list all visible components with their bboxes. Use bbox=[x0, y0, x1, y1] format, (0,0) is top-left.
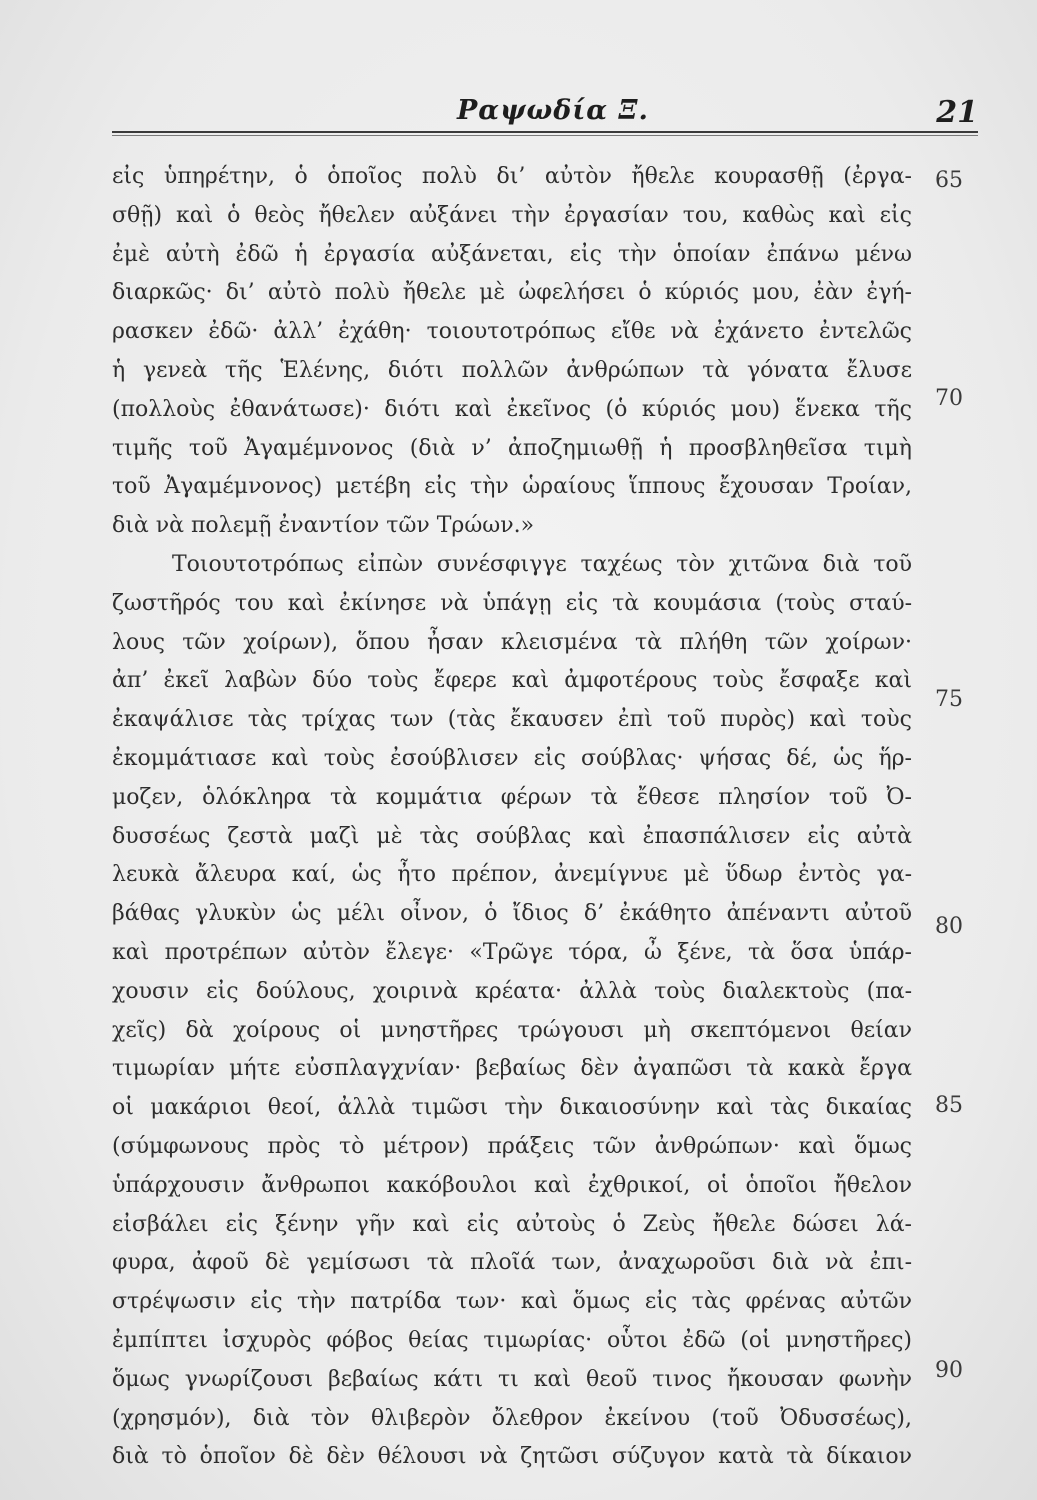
running-header bbox=[112, 95, 978, 135]
chapter-title: Ραψωδία Ξ. bbox=[457, 95, 649, 126]
text-line: φυρα, ἀφοῦ δὲ γεμίσωσι τὰ πλοῖά των, ἀναχωροῦσι διὰ νὰ ἐπι- bbox=[112, 1250, 912, 1276]
text-line: λευκὰ ἄλευρα καί, ὡς ἦτο πρέπον, ἀνεμίγνυε μὲ ὕδωρ ἐντὸς γα- bbox=[112, 862, 912, 888]
text-line: (σύμφωνους πρὸς τὸ μέτρον) πράξεις τῶν ἀνθρώπων· καὶ ὅμως bbox=[112, 1133, 912, 1159]
text-line: ἐκαψάλισε τὰς τρίχας των (τὰς ἔκαυσεν ἐπὶ τοῦ πυρὸς) καὶ τοὺς bbox=[112, 707, 912, 733]
text-line: ἐμπίπτει ἰσχυρὸς φόβος θείας τιμωρίας· οὗτοι ἐδῶ (οἱ μνηστῆρες) bbox=[112, 1327, 912, 1353]
text-line: βάθας γλυκὺν ὡς μέλι οἶνον, ὁ ἴδιος δ’ ἐκάθητο ἀπέναντι αὐτοῦ bbox=[112, 901, 912, 927]
text-line: ὑπάρχουσιν ἄνθρωποι κακόβουλοι καὶ ἐχθρικοί, οἱ ὁποῖοι ἤθελον bbox=[112, 1172, 912, 1198]
text-line: μοζεν, ὁλόκληρα τὰ κομμάτια φέρων τὰ ἔθεσε πλησίον τοῦ Ὀ- bbox=[112, 784, 912, 810]
text-line: οἱ μακάριοι θεοί, ἀλλὰ τιμῶσι τὴν δικαιοσύνην καὶ τὰς δικαίας bbox=[112, 1095, 912, 1121]
text-line: χεῖς) δὰ χοίρους οἱ μνηστῆρες τρώγουσι μὴ σκεπτόμενοι θείαν bbox=[112, 1017, 912, 1043]
body-text bbox=[112, 158, 912, 1477]
text-line: στρέψωσιν εἰς τὴν πατρίδα των· καὶ ὅμως εἰς τὰς φρένας αὐτῶν bbox=[112, 1289, 912, 1315]
text-line: διὰ νὰ πολεμῇ ἐναντίον τῶν Τρώων.» bbox=[112, 513, 535, 539]
text-line: διαρκῶς· δι’ αὐτὸ πολὺ ἤθελε μὲ ὠφελήσει ὁ κύριός μου, ἐὰν ἐγή- bbox=[112, 280, 912, 306]
line-number-marker: 80 bbox=[935, 914, 963, 939]
header-rule bbox=[112, 131, 978, 133]
text-line: ἀπ’ ἐκεῖ λαβὼν δύο τοὺς ἔφερε καὶ ἀμφοτέρους τοὺς ἔσφαξε καὶ bbox=[112, 668, 912, 694]
text-line: ρασκεν ἐδῶ· ἀλλ’ ἐχάθη· τοιουτοτρόπως εἴθε νὰ ἐχάνετο ἐντελῶς bbox=[112, 319, 912, 345]
text-line: (χρησμόν), διὰ τὸν θλιβερὸν ὄλεθρον ἐκείνου (τοῦ Ὀδυσσέως), bbox=[112, 1405, 912, 1431]
line-number-marker: 90 bbox=[935, 1358, 963, 1383]
text-line: ἐκομμάτιασε καὶ τοὺς ἐσούβλισεν εἰς σούβλας· ψήσας δέ, ὡς ἥρ- bbox=[112, 745, 912, 771]
text-line: ἐμὲ αὐτὴ ἐδῶ ἡ ἐργασία αὐξάνεται, εἰς τὴν ὁποίαν ἐπάνω μένω bbox=[112, 241, 912, 267]
text-line: τοῦ Ἀγαμέμνονος) μετέβη εἰς τὴν ὡραίους ἵππους ἔχουσαν Τροίαν, bbox=[112, 474, 912, 500]
text-line: σθῇ) καὶ ὁ θεὸς ἤθελεν αὐξάνει τὴν ἐργασίαν του, καθὼς καὶ εἰς bbox=[112, 202, 912, 228]
text-line: τιμωρίαν μήτε εὐσπλαγχνίαν· βεβαίως δὲν ἀγαπῶσι τὰ κακὰ ἔργα bbox=[112, 1056, 912, 1082]
text-line: τιμῆς τοῦ Ἀγαμέμνονος (διὰ ν’ ἀποζημιωθῇ ἡ προσβληθεῖσα τιμὴ bbox=[112, 435, 912, 461]
line-number-marker: 65 bbox=[935, 168, 963, 193]
text-line: ἡ γενεὰ τῆς Ἑλένης, διότι πολλῶν ἀνθρώπων τὰ γόνατα ἔλυσε bbox=[112, 357, 912, 383]
text-line: δυσσέως ζεστὰ μαζὶ μὲ τὰς σούβλας καὶ ἐπασπάλισεν εἰς αὐτὰ bbox=[112, 823, 912, 849]
text-line: καὶ προτρέπων αὐτὸν ἔλεγε· «Τρῶγε τόρα, ὦ ξένε, τὰ ὅσα ὑπάρ- bbox=[112, 939, 912, 965]
line-number-marker: 75 bbox=[935, 687, 963, 712]
text-line: χουσιν εἰς δούλους, χοιρινὰ κρέατα· ἀλλὰ τοὺς διαλεκτοὺς (πα- bbox=[112, 978, 912, 1004]
line-number-marker: 85 bbox=[935, 1093, 963, 1118]
text-line: ζωστῆρός του καὶ ἐκίνησε νὰ ὑπάγῃ εἰς τὰ κουμάσια (τοὺς σταύ- bbox=[112, 590, 912, 616]
text-line: (πολλοὺς ἐθανάτωσε)· διότι καὶ ἐκεῖνος (ὁ κύριός μου) ἕνεκα τῆς bbox=[112, 396, 912, 422]
page-number: 21 bbox=[936, 95, 978, 130]
text-line: διὰ τὸ ὁποῖον δὲ δὲν θέλουσι νὰ ζητῶσι σύζυγον κατὰ τὰ δίκαιον bbox=[112, 1444, 912, 1470]
line-number-marker: 70 bbox=[935, 386, 963, 411]
header-rule-thin bbox=[112, 135, 978, 136]
text-line: ὅμως γνωρίζουσι βεβαίως κάτι τι καὶ θεοῦ τινος ἤκουσαν φωνὴν bbox=[112, 1366, 912, 1392]
text-line: εἰσβάλει εἰς ξένην γῆν καὶ εἰς αὐτοὺς ὁ Ζεὺς ἤθελε δώσει λά- bbox=[112, 1211, 912, 1237]
text-line: λους τῶν χοίρων), ὅπου ἦσαν κλεισμένα τὰ πλήθη τῶν χοίρων· bbox=[112, 629, 912, 655]
text-line: εἰς ὑπηρέτην, ὁ ὁποῖος πολὺ δι’ αὐτὸν ἤθελε κουρασθῇ (ἐργα- bbox=[112, 164, 912, 189]
text-line: Τοιουτοτρόπως εἰπὼν συνέσφιγγε ταχέως τὸν χιτῶνα διὰ τοῦ bbox=[172, 551, 912, 577]
